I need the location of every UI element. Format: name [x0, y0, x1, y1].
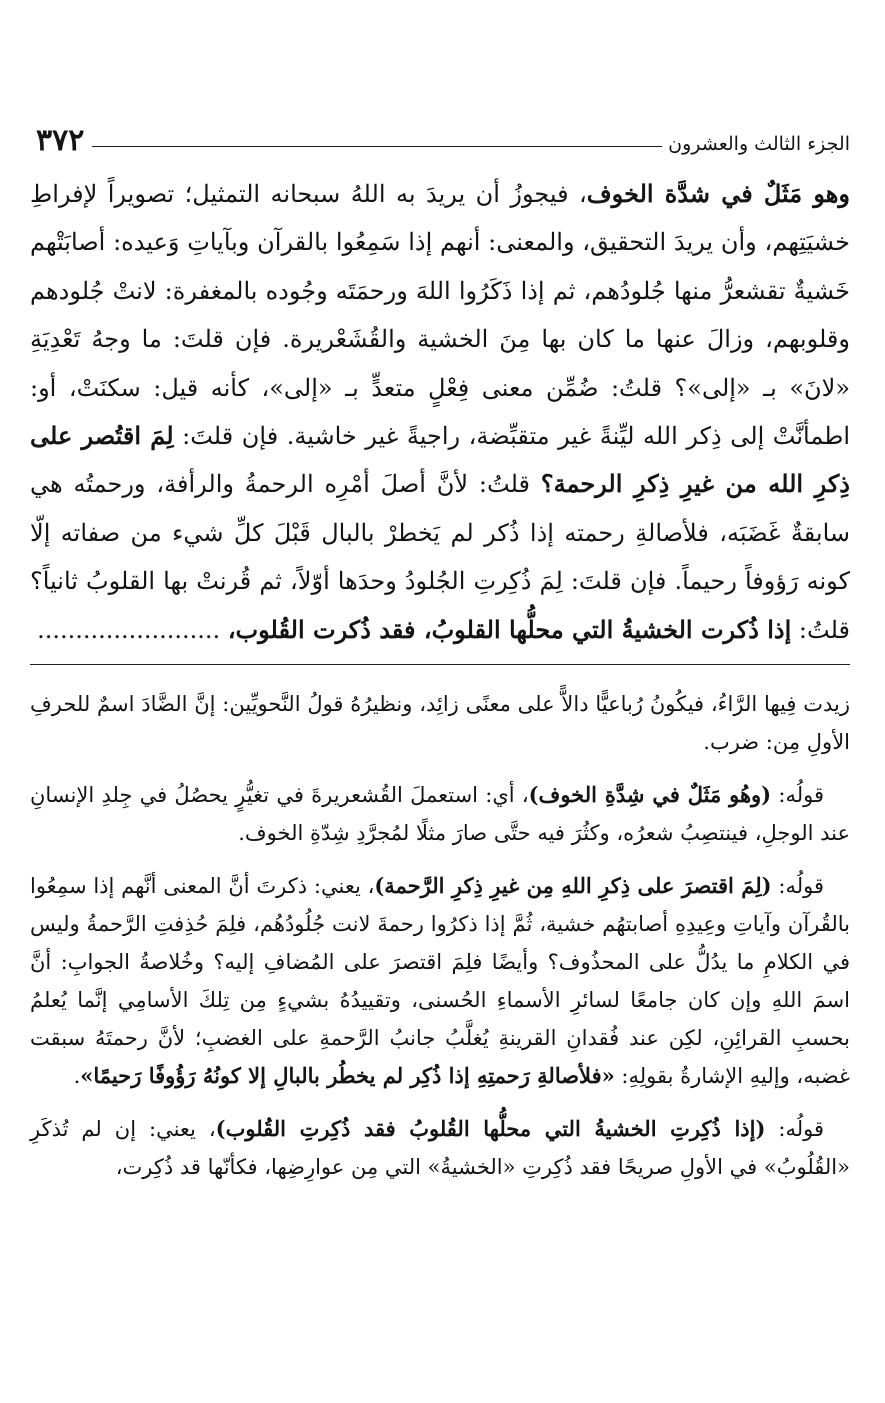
note-3-end: . [73, 1064, 81, 1089]
page-header [30, 112, 850, 156]
book-page [30, 112, 850, 1201]
note-3-text: ، يعني: ذكرتَ أنَّ المعنى أنَّهم إذا سمِعُوا بالقُرآن وآياتِ وعِيدِهِ أصابتهُم خشية، ثُمَّ إذا ذكرُوا رحمةَ لانت جُلُودُهُم، فلِمَ حُذِفتِ الرَّحمةُ وليس في الكلامِ ما يدُلُّ على المحذُوف؟ وأيضًا فلِمَ اقتصرَ على المُضافِ إليه؟ وخُلاصةُ الجوابِ: أنَّ اسمَ اللهِ وإن كان جامعًا لسائرِ الأسماءِ الحُسنى، وتقييدُهُ بشيءٍ مِن تِلكَ الأسامِي إنَّما يُعلمُ بحسبِ القرائِنِ، لكِن عند فُقدانِ القرينةِ يُغلَّبُ جانبُ الرَّحمةِ على الغضبِ؛ لأنَّ رحمتَهُ سبقت غضبه، وإليهِ الإشارةُ بقولِهِ: [30, 874, 850, 1089]
main-text [30, 170, 850, 654]
main-bold-question: لِمَ اقتُصر على ذِكرِ الله من غيرِ ذِكرِ الرحمة؟ [30, 421, 850, 499]
footnote-separator [30, 664, 850, 665]
note-4-text: ، يعني: إن لم تُذكَرِ «القُلُوبُ» في الأولِ صريحًا فقد ذُكِرتِ «الخشيةُ» التي مِن عوارِضِها، فكأنّها قد ذُكِرت، [30, 1117, 850, 1180]
main-ellipsis: ........................ [37, 615, 228, 644]
main-paragraph [30, 170, 850, 654]
main-text-segment-1: ، فيجوزُ أن يريدَ به اللهُ سبحانه التمثيل؛ تصويراً لإفراطِ خشيَتِهم، وأن يريدَ التحقيق، والمعنى: أنهم إذا سَمِعُوا بالقرآن وبآياتِ وَعيده: أصابَتْهم خَشيةٌ تقشعرُّ منها جُلودُهم، ثم إذا ذَكَرُوا اللهَ ورحمَتَه وجُوده بالمغفرة: لانتْ جُلودهم وقلوبهم، وزالَ عنها ما كان بها مِنَ الخشية والقُشَعْريرة. فإن قلتَ: ما وجهُ تَعْدِيَةِ «لانَ» بـ «إلى»؟ قلتُ: ضُمِّن معنى فِعْلٍ متعدٍّ بـ «إلى»، كأنه قيل: سكنَتْ، أو: اطمأنَّتْ إلى ذِكر الله ليِّنةً غير متقبِّضة، راجيةً غير خاشية. فإن قلتَ: [30, 180, 851, 451]
note-paragraph [30, 867, 850, 1095]
header-rule [92, 146, 662, 147]
main-text-segment-2: قلتُ: لأنَّ أصلَ أمْرِه الرحمةُ والرأفة، ورحمتُه هي سابقةٌ غَضَبَه، فلأصالةِ رحمته إذا ذُكر لم يَخطرْ بالبال قَبْلَ كلِّ شيء من صفاته إلّا كونه رَؤوفاً رحيماً. فإن قلتَ: لِمَ ذُكِرتِ الجُلودُ وحدَها أوّلاً، ثم قُرنتْ بها القلوبُ ثانياً؟ قلتُ: [30, 470, 850, 644]
note-1-text: زيدت فِيها الرَّاءُ، فيكُونُ رُباعيًّا دالاًّ على معنًى زائِد، ونظيرُهُ قولُ النَّحويِّين: إنَّ الضَّادَ اسمٌ للحرفِ الأولِ مِن: ضرب. [30, 692, 850, 755]
note-3-intro: قولُه: [771, 874, 825, 899]
main-bold-answer: إذا ذُكرت الخشيةُ التي محلُّها القلوبُ، فقد ذُكرت القُلوب، [227, 614, 792, 644]
note-3-quote: (لِمَ اقتصرَ على ذِكرِ اللهِ مِن غيرِ ذِكرِ الرَّحمة) [374, 873, 772, 899]
note-2-text: ، أي: استعملَ القُشعريرةَ في تغيُّرٍ يحصُلُ في جِلدِ الإنسانِ عند الوجلِ، فينتصِبُ شعرُه، وكثُرَ فيه حتَّى صارَ مثلًا لمُجرَّدِ شِدّةِ الخوف. [30, 783, 850, 846]
note-2-quote: (وهُو مَثَلٌ في شِدَّةِ الخوف) [528, 782, 772, 808]
running-title: الجزء الثالث والعشرون [668, 133, 850, 155]
note-paragraph [30, 1110, 850, 1186]
note-3-inner-quote: «فلأصالةِ رَحمتِهِ إذا ذُكِر لم يخطُر بالبالِ إلا كونُهُ رَؤُوفًا رَحيمًا» [80, 1063, 615, 1089]
note-4-quote: (إذا ذُكِرتِ الخشيةُ التي محلُّها القُلوبُ فقد ذُكِرتِ القُلوب) [215, 1116, 766, 1142]
commentary-notes [30, 685, 850, 1186]
note-continuation [30, 685, 850, 761]
main-lead-phrase: وهو مَثَلٌ في شدَّة الخوف [586, 179, 850, 208]
note-4-intro: قولُه: [765, 1117, 825, 1142]
note-2-intro: قولُه: [771, 783, 824, 808]
page-number: ٣٧٢ [36, 123, 85, 158]
note-paragraph [30, 776, 850, 852]
